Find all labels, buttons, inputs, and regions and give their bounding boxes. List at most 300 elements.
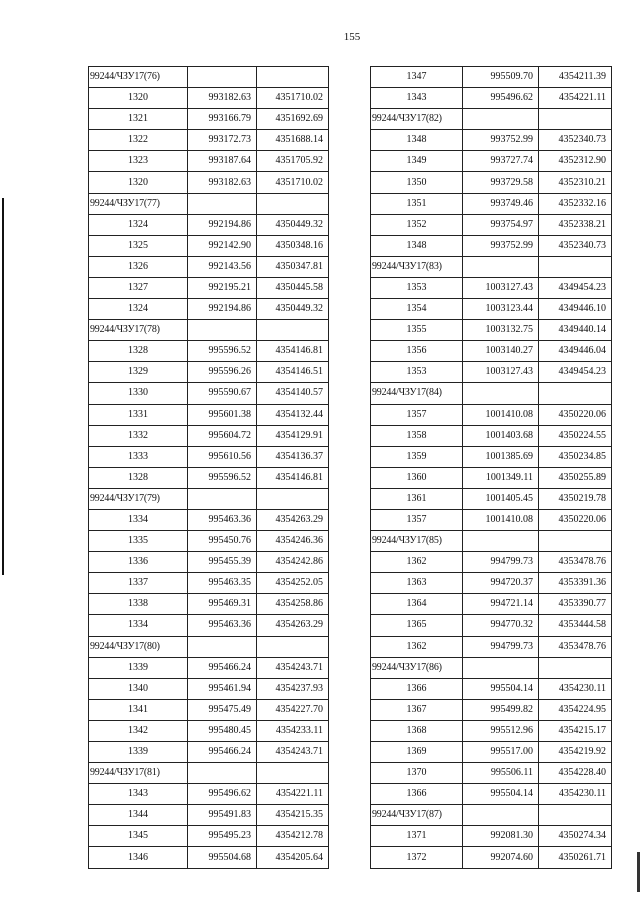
x-coordinate-cell: 994721.14 xyxy=(463,594,539,615)
x-coordinate-cell xyxy=(463,109,539,130)
point-number-cell: 1340 xyxy=(89,678,188,699)
y-coordinate-cell: 4351710.02 xyxy=(257,172,329,193)
y-coordinate-cell: 4353444.58 xyxy=(539,615,612,636)
x-coordinate-cell xyxy=(188,320,257,341)
table-row xyxy=(89,467,329,488)
y-coordinate-cell: 4354243.71 xyxy=(257,657,329,678)
y-coordinate-cell xyxy=(257,67,329,88)
point-number-cell: 1360 xyxy=(371,467,463,488)
y-coordinate-cell: 4354252.05 xyxy=(257,573,329,594)
y-coordinate-cell: 4354221.11 xyxy=(539,88,612,109)
table-row xyxy=(89,446,329,467)
y-coordinate-cell: 4353390.77 xyxy=(539,594,612,615)
x-coordinate-cell: 1003123.44 xyxy=(463,299,539,320)
point-number-cell: 1326 xyxy=(89,256,188,277)
y-coordinate-cell: 4354263.29 xyxy=(257,509,329,530)
point-number-cell: 1351 xyxy=(371,193,463,214)
table-row xyxy=(89,109,329,130)
point-number-cell: 1354 xyxy=(371,299,463,320)
x-coordinate-cell: 992142.90 xyxy=(188,235,257,256)
parcel-id-cell: 99244/ЧЗУ17(77) xyxy=(89,193,188,214)
point-number-cell: 1369 xyxy=(371,742,463,763)
y-coordinate-cell: 4354219.92 xyxy=(539,742,612,763)
y-coordinate-cell: 4354129.91 xyxy=(257,425,329,446)
point-number-cell: 1356 xyxy=(371,341,463,362)
table-row xyxy=(89,552,329,573)
x-coordinate-cell: 1003140.27 xyxy=(463,341,539,362)
table-row xyxy=(89,404,329,425)
parcel-id-cell: 99244/ЧЗУ17(85) xyxy=(371,531,463,552)
x-coordinate-cell: 995496.62 xyxy=(188,784,257,805)
point-number-cell: 1329 xyxy=(89,362,188,383)
y-coordinate-cell: 4354140.57 xyxy=(257,383,329,404)
y-coordinate-cell: 4349446.04 xyxy=(539,341,612,362)
point-number-cell: 1371 xyxy=(371,826,463,847)
x-coordinate-cell: 995504.14 xyxy=(463,784,539,805)
table-row xyxy=(89,509,329,530)
y-coordinate-cell: 4350219.78 xyxy=(539,488,612,509)
x-coordinate-cell: 993166.79 xyxy=(188,109,257,130)
point-number-cell: 1357 xyxy=(371,509,463,530)
x-coordinate-cell: 995475.49 xyxy=(188,699,257,720)
x-coordinate-cell: 1001410.08 xyxy=(463,509,539,530)
x-coordinate-cell: 995506.11 xyxy=(463,763,539,784)
x-coordinate-cell: 995499.82 xyxy=(463,699,539,720)
point-number-cell: 1342 xyxy=(89,720,188,741)
point-number-cell: 1339 xyxy=(89,657,188,678)
y-coordinate-cell: 4354146.81 xyxy=(257,467,329,488)
point-number-cell: 1367 xyxy=(371,699,463,720)
table-row xyxy=(89,826,329,847)
y-coordinate-cell: 4349446.10 xyxy=(539,299,612,320)
table-row xyxy=(371,467,612,488)
x-coordinate-cell: 995601.38 xyxy=(188,404,257,425)
y-coordinate-cell: 4351688.14 xyxy=(257,130,329,151)
x-coordinate-cell xyxy=(463,805,539,826)
parcel-header-row xyxy=(371,805,612,826)
table-row xyxy=(89,341,329,362)
x-coordinate-cell: 995504.68 xyxy=(188,847,257,868)
y-coordinate-cell: 4349454.23 xyxy=(539,277,612,298)
point-number-cell: 1349 xyxy=(371,151,463,172)
y-coordinate-cell: 4354132.44 xyxy=(257,404,329,425)
table-row xyxy=(89,383,329,404)
x-coordinate-cell xyxy=(188,763,257,784)
point-number-cell: 1331 xyxy=(89,404,188,425)
parcel-id-cell: 99244/ЧЗУ17(86) xyxy=(371,657,463,678)
table-row xyxy=(89,720,329,741)
y-coordinate-cell: 4354221.11 xyxy=(257,784,329,805)
y-coordinate-cell: 4353391.36 xyxy=(539,573,612,594)
x-coordinate-cell: 994799.73 xyxy=(463,552,539,573)
point-number-cell: 1359 xyxy=(371,446,463,467)
point-number-cell: 1365 xyxy=(371,615,463,636)
y-coordinate-cell: 4350220.06 xyxy=(539,404,612,425)
x-coordinate-cell: 995463.35 xyxy=(188,573,257,594)
point-number-cell: 1338 xyxy=(89,594,188,615)
x-coordinate-cell: 995596.52 xyxy=(188,467,257,488)
y-coordinate-cell: 4352338.21 xyxy=(539,214,612,235)
table-row xyxy=(371,847,612,868)
table-row xyxy=(371,320,612,341)
point-number-cell: 1353 xyxy=(371,277,463,298)
x-coordinate-cell: 995512.96 xyxy=(463,720,539,741)
table-row xyxy=(371,509,612,530)
parcel-id-cell: 99244/ЧЗУ17(83) xyxy=(371,256,463,277)
point-number-cell: 1328 xyxy=(89,341,188,362)
point-number-cell: 1358 xyxy=(371,425,463,446)
y-coordinate-cell: 4352312.90 xyxy=(539,151,612,172)
y-coordinate-cell: 4354211.39 xyxy=(539,67,612,88)
y-coordinate-cell: 4354246.36 xyxy=(257,531,329,552)
y-coordinate-cell: 4352310.21 xyxy=(539,172,612,193)
table-row xyxy=(89,172,329,193)
y-coordinate-cell: 4350234.85 xyxy=(539,446,612,467)
point-number-cell: 1325 xyxy=(89,235,188,256)
x-coordinate-cell: 993172.73 xyxy=(188,130,257,151)
x-coordinate-cell: 992194.86 xyxy=(188,299,257,320)
table-row xyxy=(89,784,329,805)
point-number-cell: 1350 xyxy=(371,172,463,193)
parcel-header-row xyxy=(371,531,612,552)
y-coordinate-cell: 4349440.14 xyxy=(539,320,612,341)
x-coordinate-cell: 995496.62 xyxy=(463,88,539,109)
page-number: 155 xyxy=(343,31,361,43)
y-coordinate-cell xyxy=(257,193,329,214)
point-number-cell: 1345 xyxy=(89,826,188,847)
x-coordinate-cell: 995491.83 xyxy=(188,805,257,826)
x-coordinate-cell: 993752.99 xyxy=(463,235,539,256)
table-row xyxy=(89,615,329,636)
table-row xyxy=(371,67,612,88)
table-row xyxy=(89,594,329,615)
x-coordinate-cell xyxy=(188,67,257,88)
x-coordinate-cell xyxy=(463,657,539,678)
parcel-header-row xyxy=(89,636,329,657)
x-coordinate-cell: 993729.58 xyxy=(463,172,539,193)
x-coordinate-cell: 994799.73 xyxy=(463,636,539,657)
parcel-header-row xyxy=(371,256,612,277)
parcel-header-row xyxy=(89,320,329,341)
x-coordinate-cell: 995463.36 xyxy=(188,509,257,530)
parcel-header-row xyxy=(371,109,612,130)
y-coordinate-cell xyxy=(257,636,329,657)
x-coordinate-cell: 995509.70 xyxy=(463,67,539,88)
x-coordinate-cell: 995469.31 xyxy=(188,594,257,615)
y-coordinate-cell: 4354237.93 xyxy=(257,678,329,699)
y-coordinate-cell: 4350261.71 xyxy=(539,847,612,868)
table-row xyxy=(89,277,329,298)
table-row xyxy=(371,826,612,847)
table-row xyxy=(371,573,612,594)
point-number-cell: 1348 xyxy=(371,235,463,256)
point-number-cell: 1320 xyxy=(89,88,188,109)
y-coordinate-cell xyxy=(539,657,612,678)
x-coordinate-cell xyxy=(463,383,539,404)
y-coordinate-cell: 4354224.95 xyxy=(539,699,612,720)
table-row xyxy=(89,742,329,763)
x-coordinate-cell: 995504.14 xyxy=(463,678,539,699)
table-row xyxy=(371,763,612,784)
x-coordinate-cell: 994720.37 xyxy=(463,573,539,594)
point-number-cell: 1372 xyxy=(371,847,463,868)
table-row xyxy=(89,362,329,383)
point-number-cell: 1332 xyxy=(89,425,188,446)
point-number-cell: 1333 xyxy=(89,446,188,467)
table-row xyxy=(89,299,329,320)
point-number-cell: 1343 xyxy=(89,784,188,805)
x-coordinate-cell: 992195.21 xyxy=(188,277,257,298)
point-number-cell: 1322 xyxy=(89,130,188,151)
y-coordinate-cell: 4350445.58 xyxy=(257,277,329,298)
y-coordinate-cell: 4353478.76 xyxy=(539,636,612,657)
y-coordinate-cell: 4351710.02 xyxy=(257,88,329,109)
x-coordinate-cell xyxy=(463,531,539,552)
table-row xyxy=(89,847,329,868)
point-number-cell: 1357 xyxy=(371,404,463,425)
y-coordinate-cell xyxy=(257,320,329,341)
table-row xyxy=(371,636,612,657)
table-row xyxy=(89,130,329,151)
y-coordinate-cell: 4354242.86 xyxy=(257,552,329,573)
y-coordinate-cell: 4349454.23 xyxy=(539,362,612,383)
x-coordinate-cell: 995466.24 xyxy=(188,657,257,678)
table-row xyxy=(89,805,329,826)
x-coordinate-cell: 1003127.43 xyxy=(463,277,539,298)
table-row xyxy=(371,88,612,109)
x-coordinate-cell: 995604.72 xyxy=(188,425,257,446)
table-row xyxy=(89,88,329,109)
y-coordinate-cell: 4350220.06 xyxy=(539,509,612,530)
x-coordinate-cell: 995461.94 xyxy=(188,678,257,699)
point-number-cell: 1334 xyxy=(89,615,188,636)
point-number-cell: 1321 xyxy=(89,109,188,130)
parcel-header-row xyxy=(371,657,612,678)
y-coordinate-cell: 4350449.32 xyxy=(257,299,329,320)
y-coordinate-cell: 4350255.89 xyxy=(539,467,612,488)
table-row xyxy=(371,341,612,362)
parcel-header-row xyxy=(89,67,329,88)
x-coordinate-cell: 993182.63 xyxy=(188,88,257,109)
point-number-cell: 1355 xyxy=(371,320,463,341)
table-row xyxy=(371,678,612,699)
table-row xyxy=(371,130,612,151)
table-row xyxy=(371,784,612,805)
parcel-id-cell: 99244/ЧЗУ17(76) xyxy=(89,67,188,88)
point-number-cell: 1352 xyxy=(371,214,463,235)
y-coordinate-cell xyxy=(539,531,612,552)
point-number-cell: 1363 xyxy=(371,573,463,594)
table-row xyxy=(371,299,612,320)
parcel-header-row xyxy=(89,488,329,509)
point-number-cell: 1334 xyxy=(89,509,188,530)
x-coordinate-cell: 1003127.43 xyxy=(463,362,539,383)
point-number-cell: 1362 xyxy=(371,552,463,573)
table-row xyxy=(371,425,612,446)
y-coordinate-cell: 4354233.11 xyxy=(257,720,329,741)
y-coordinate-cell: 4354146.81 xyxy=(257,341,329,362)
y-coordinate-cell: 4352340.73 xyxy=(539,235,612,256)
table-row xyxy=(89,531,329,552)
x-coordinate-cell: 993187.64 xyxy=(188,151,257,172)
table-row xyxy=(89,151,329,172)
point-number-cell: 1343 xyxy=(371,88,463,109)
point-number-cell: 1323 xyxy=(89,151,188,172)
table-row xyxy=(89,256,329,277)
y-coordinate-cell: 4354263.29 xyxy=(257,615,329,636)
table-row xyxy=(89,573,329,594)
parcel-id-cell: 99244/ЧЗУ17(78) xyxy=(89,320,188,341)
table-row xyxy=(371,552,612,573)
parcel-id-cell: 99244/ЧЗУ17(81) xyxy=(89,763,188,784)
y-coordinate-cell xyxy=(539,256,612,277)
point-number-cell: 1337 xyxy=(89,573,188,594)
table-row xyxy=(89,425,329,446)
y-coordinate-cell: 4354230.11 xyxy=(539,678,612,699)
point-number-cell: 1330 xyxy=(89,383,188,404)
x-coordinate-cell: 1001410.08 xyxy=(463,404,539,425)
x-coordinate-cell: 995480.45 xyxy=(188,720,257,741)
x-coordinate-cell: 995596.26 xyxy=(188,362,257,383)
point-number-cell: 1347 xyxy=(371,67,463,88)
y-coordinate-cell xyxy=(539,109,612,130)
x-coordinate-cell: 992081.30 xyxy=(463,826,539,847)
y-coordinate-cell: 4351692.69 xyxy=(257,109,329,130)
x-coordinate-cell: 995596.52 xyxy=(188,341,257,362)
y-coordinate-cell xyxy=(257,763,329,784)
y-coordinate-cell: 4350449.32 xyxy=(257,214,329,235)
table-row xyxy=(89,699,329,720)
y-coordinate-cell: 4353478.76 xyxy=(539,552,612,573)
table-row xyxy=(371,235,612,256)
table-row xyxy=(371,699,612,720)
point-number-cell: 1368 xyxy=(371,720,463,741)
y-coordinate-cell: 4352340.73 xyxy=(539,130,612,151)
parcel-id-cell: 99244/ЧЗУ17(87) xyxy=(371,805,463,826)
table-row xyxy=(89,235,329,256)
parcel-id-cell: 99244/ЧЗУ17(80) xyxy=(89,636,188,657)
parcel-header-row xyxy=(371,383,612,404)
x-coordinate-cell: 992143.56 xyxy=(188,256,257,277)
scan-margin-bar xyxy=(2,198,4,575)
x-coordinate-cell: 1001403.68 xyxy=(463,425,539,446)
point-number-cell: 1339 xyxy=(89,742,188,763)
table-row xyxy=(371,172,612,193)
point-number-cell: 1324 xyxy=(89,214,188,235)
x-coordinate-cell: 995495.23 xyxy=(188,826,257,847)
point-number-cell: 1366 xyxy=(371,678,463,699)
x-coordinate-cell: 995463.36 xyxy=(188,615,257,636)
x-coordinate-cell: 1001385.69 xyxy=(463,446,539,467)
table-row xyxy=(371,277,612,298)
table-row xyxy=(371,404,612,425)
y-coordinate-cell: 4352332.16 xyxy=(539,193,612,214)
point-number-cell: 1320 xyxy=(89,172,188,193)
y-coordinate-cell: 4354243.71 xyxy=(257,742,329,763)
x-coordinate-cell: 995455.39 xyxy=(188,552,257,573)
point-number-cell: 1335 xyxy=(89,531,188,552)
y-coordinate-cell xyxy=(257,488,329,509)
y-coordinate-cell: 4354215.17 xyxy=(539,720,612,741)
point-number-cell: 1344 xyxy=(89,805,188,826)
x-coordinate-cell: 995590.67 xyxy=(188,383,257,404)
x-coordinate-cell: 995466.24 xyxy=(188,742,257,763)
table-row xyxy=(371,594,612,615)
x-coordinate-cell xyxy=(188,488,257,509)
table-row xyxy=(371,488,612,509)
point-number-cell: 1366 xyxy=(371,784,463,805)
parcel-header-row xyxy=(89,193,329,214)
y-coordinate-cell: 4354227.70 xyxy=(257,699,329,720)
parcel-header-row xyxy=(89,763,329,784)
point-number-cell: 1346 xyxy=(89,847,188,868)
point-number-cell: 1328 xyxy=(89,467,188,488)
y-coordinate-cell: 4354146.51 xyxy=(257,362,329,383)
x-coordinate-cell: 993754.97 xyxy=(463,214,539,235)
point-number-cell: 1324 xyxy=(89,299,188,320)
y-coordinate-cell: 4354215.35 xyxy=(257,805,329,826)
coordinates-table-right xyxy=(370,66,612,869)
table-row xyxy=(89,657,329,678)
y-coordinate-cell: 4350224.55 xyxy=(539,425,612,446)
table-row xyxy=(89,214,329,235)
point-number-cell: 1341 xyxy=(89,699,188,720)
y-coordinate-cell: 4354258.86 xyxy=(257,594,329,615)
point-number-cell: 1361 xyxy=(371,488,463,509)
point-number-cell: 1336 xyxy=(89,552,188,573)
table-row xyxy=(371,720,612,741)
table-row xyxy=(371,193,612,214)
point-number-cell: 1327 xyxy=(89,277,188,298)
point-number-cell: 1353 xyxy=(371,362,463,383)
x-coordinate-cell xyxy=(188,193,257,214)
x-coordinate-cell: 1001405.45 xyxy=(463,488,539,509)
x-coordinate-cell: 1001349.11 xyxy=(463,467,539,488)
point-number-cell: 1362 xyxy=(371,636,463,657)
y-coordinate-cell xyxy=(539,383,612,404)
x-coordinate-cell: 994770.32 xyxy=(463,615,539,636)
x-coordinate-cell: 993752.99 xyxy=(463,130,539,151)
table-row xyxy=(89,678,329,699)
y-coordinate-cell xyxy=(539,805,612,826)
table-row xyxy=(371,742,612,763)
x-coordinate-cell: 995450.76 xyxy=(188,531,257,552)
x-coordinate-cell: 993182.63 xyxy=(188,172,257,193)
x-coordinate-cell: 995610.56 xyxy=(188,446,257,467)
point-number-cell: 1370 xyxy=(371,763,463,784)
x-coordinate-cell: 993727.74 xyxy=(463,151,539,172)
y-coordinate-cell: 4354136.37 xyxy=(257,446,329,467)
parcel-id-cell: 99244/ЧЗУ17(79) xyxy=(89,488,188,509)
x-coordinate-cell: 993749.46 xyxy=(463,193,539,214)
y-coordinate-cell: 4354230.11 xyxy=(539,784,612,805)
x-coordinate-cell xyxy=(463,256,539,277)
coordinates-table-left xyxy=(88,66,329,869)
parcel-id-cell: 99244/ЧЗУ17(82) xyxy=(371,109,463,130)
y-coordinate-cell: 4354228.40 xyxy=(539,763,612,784)
y-coordinate-cell: 4354212.78 xyxy=(257,826,329,847)
point-number-cell: 1364 xyxy=(371,594,463,615)
table-row xyxy=(371,362,612,383)
x-coordinate-cell: 992194.86 xyxy=(188,214,257,235)
parcel-id-cell: 99244/ЧЗУ17(84) xyxy=(371,383,463,404)
x-coordinate-cell: 992074.60 xyxy=(463,847,539,868)
x-coordinate-cell xyxy=(188,636,257,657)
y-coordinate-cell: 4350348.16 xyxy=(257,235,329,256)
y-coordinate-cell: 4350347.81 xyxy=(257,256,329,277)
y-coordinate-cell: 4351705.92 xyxy=(257,151,329,172)
table-row xyxy=(371,151,612,172)
